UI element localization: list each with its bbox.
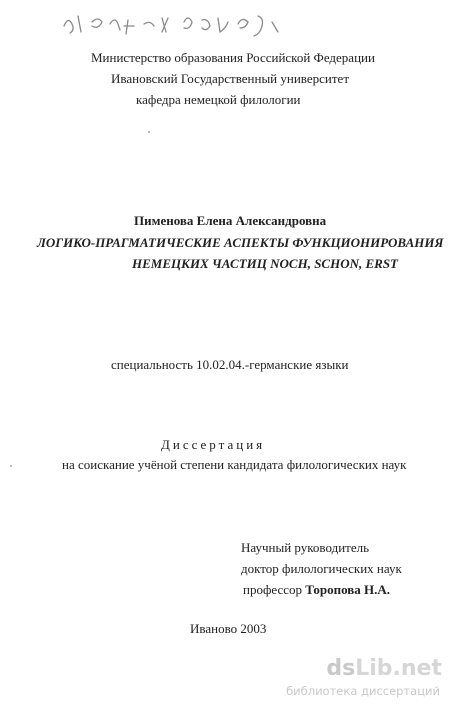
supervisor-name: Торопова Н.А. — [305, 582, 391, 597]
supervisor-title: профессор — [243, 582, 303, 597]
department-name: кафедра немецкой филологии — [136, 92, 301, 107]
dissertation-title-line2: НЕМЕЦКИХ ЧАСТИЦ NOCH, SCHON, ERST — [132, 256, 398, 271]
dslib-watermark — [262, 656, 442, 706]
watermark-logo — [326, 656, 442, 681]
supervisor-degree: доктор филологических наук — [241, 561, 402, 576]
dissertation-title-line1: ЛОГИКО-ПРАГМАТИЧЕСКИЕ АСПЕКТЫ ФУНКЦИОНИРОВАНИЯ — [37, 235, 444, 250]
scan-speck — [10, 465, 12, 467]
supervisor-title-line — [243, 582, 390, 598]
handwritten-catalog-number — [58, 2, 286, 42]
document-type: Диссертация — [161, 437, 266, 452]
author-name: Пименова Елена Александровна — [134, 213, 327, 228]
specialty: специальность 10.02.04.-германские языки — [111, 357, 349, 372]
watermark-logo-lib: Lib.net — [355, 656, 442, 681]
ministry-name: Министерство образования Российской Федерации — [91, 50, 375, 65]
handwritten-scribble — [58, 2, 286, 42]
city-year: Иваново 2003 — [190, 621, 267, 636]
scan-speck — [148, 131, 150, 133]
watermark-logo-ds: ds — [326, 656, 356, 681]
supervisor-role: Научный руководитель — [241, 540, 370, 555]
degree-purpose: на соискание учёной степени кандидата филологических наук — [62, 457, 407, 472]
university-name: Ивановский Государственный университет — [111, 71, 349, 86]
watermark-caption: библиотека диссертаций — [286, 684, 440, 698]
